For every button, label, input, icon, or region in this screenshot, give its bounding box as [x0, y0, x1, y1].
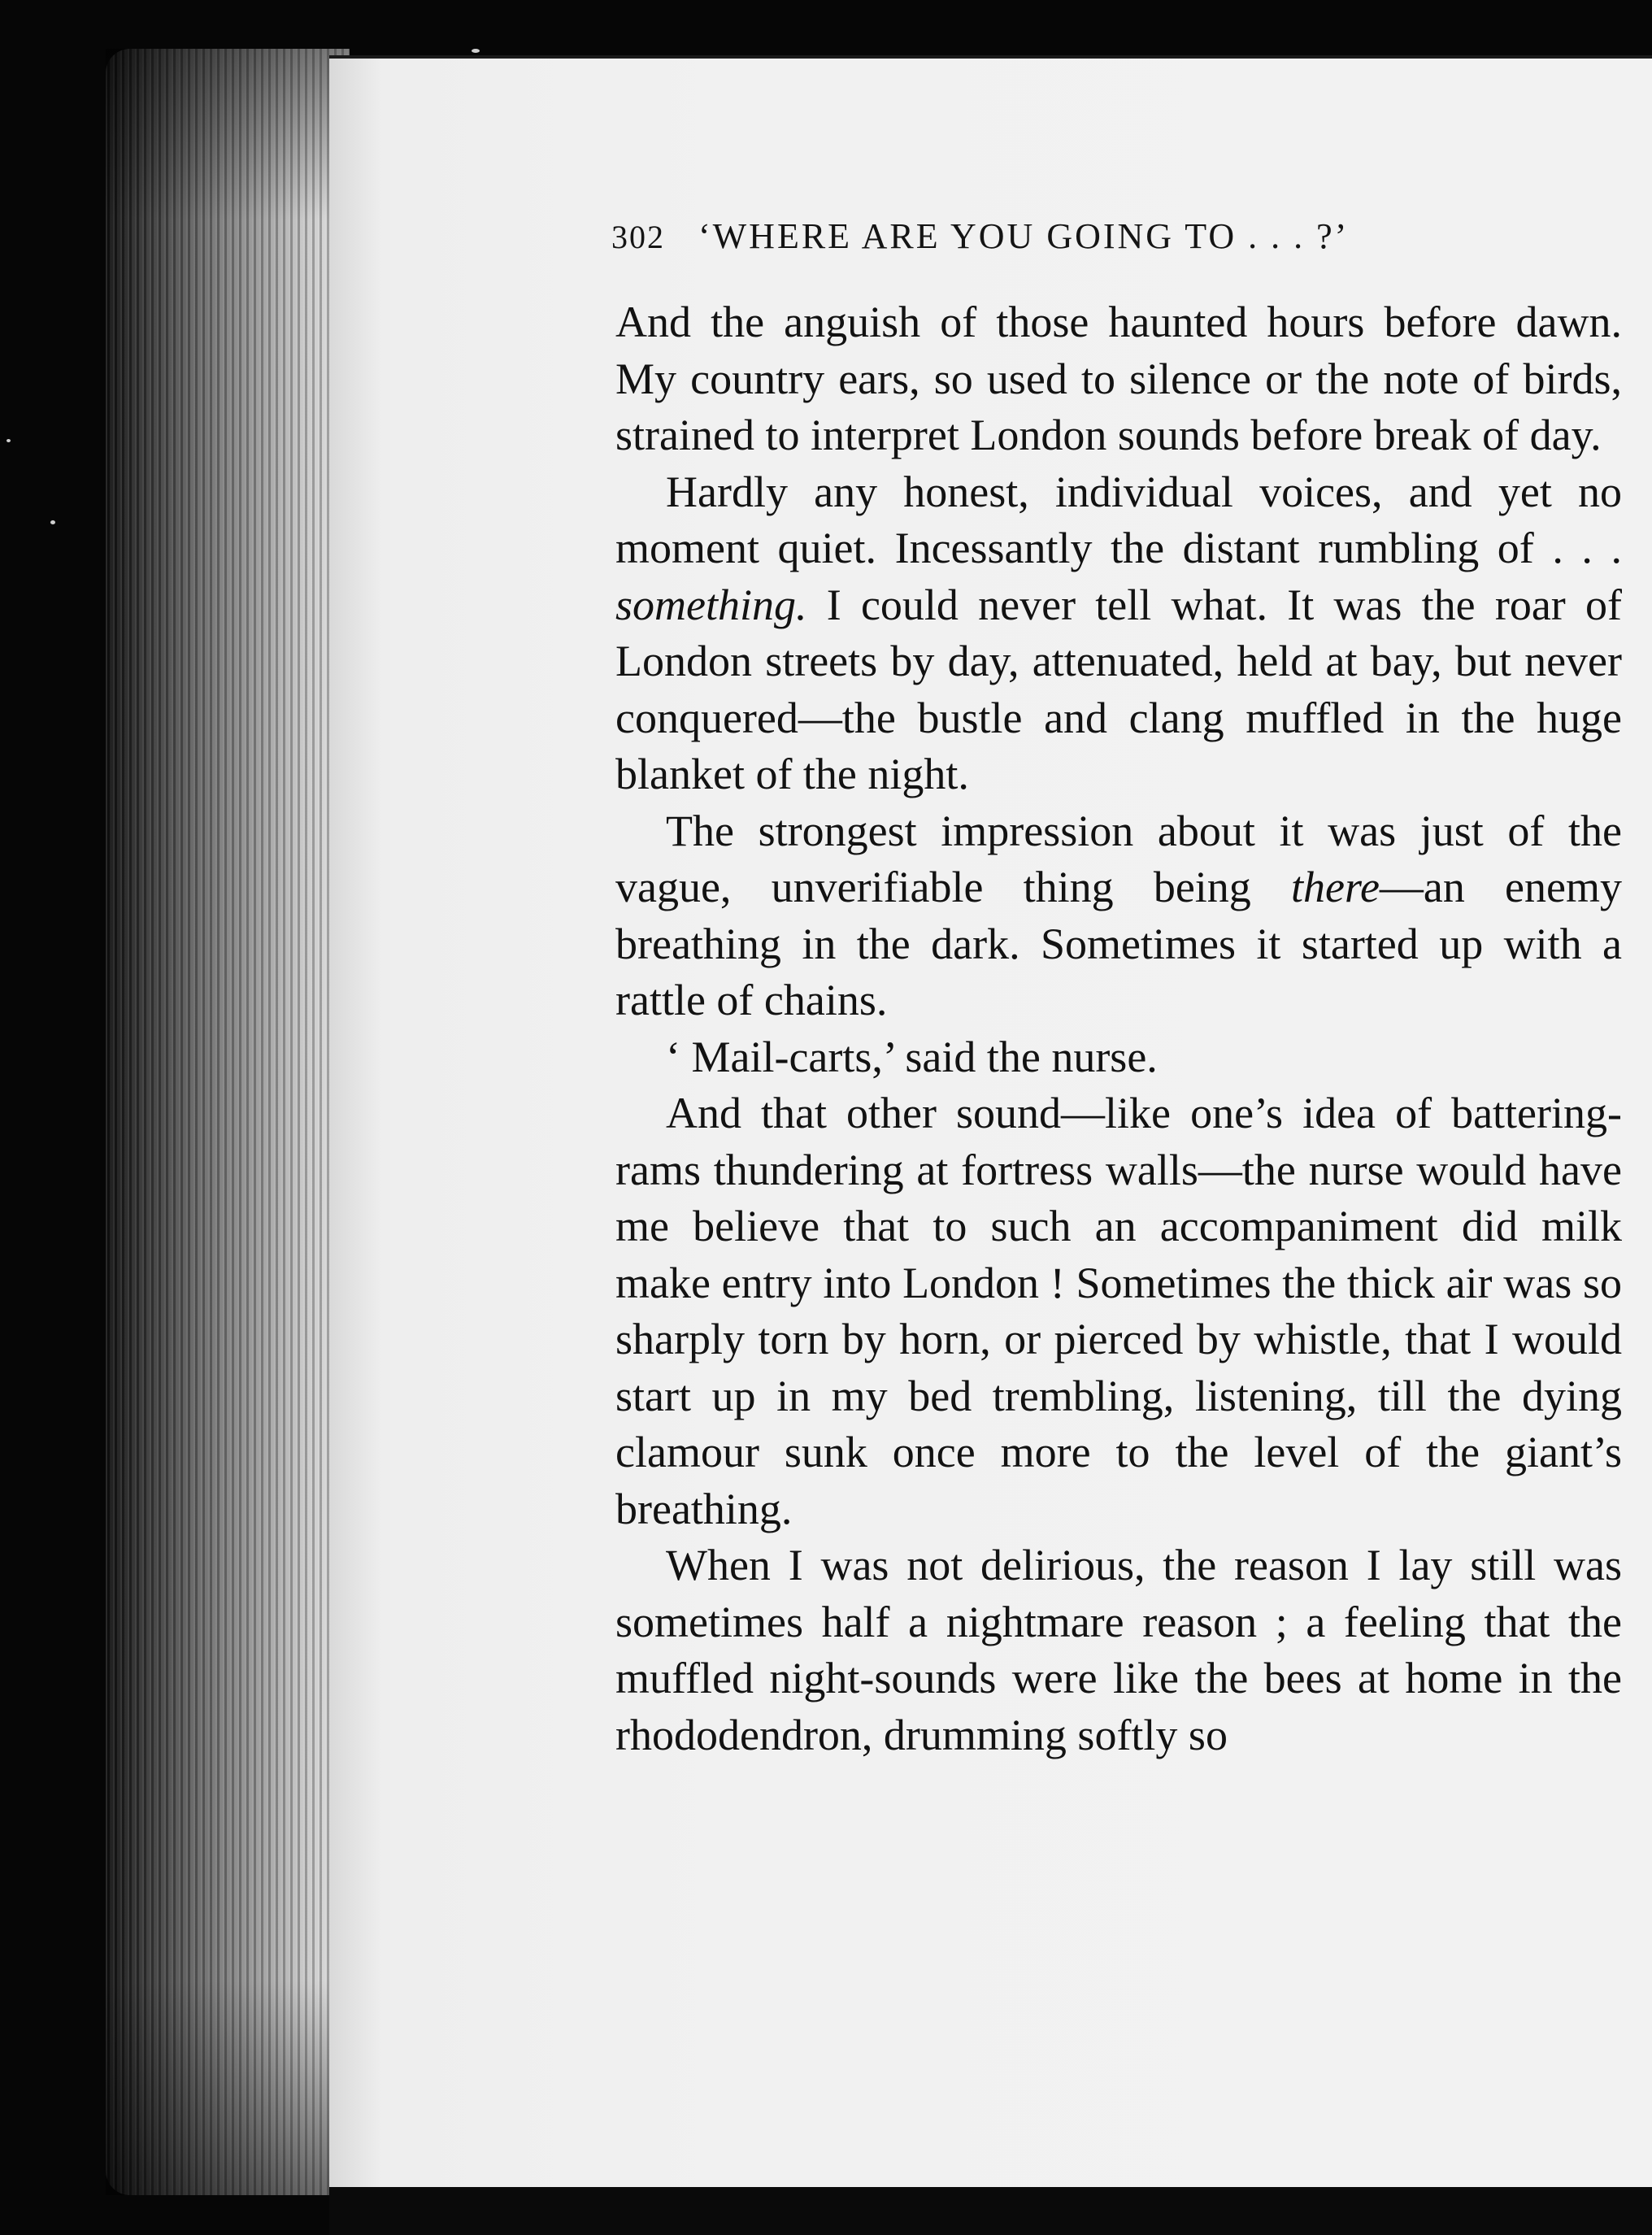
paragraph: [615, 294, 1622, 464]
paragraph-text: And that other sound—like one’s idea of battering-rams thundering at fortress walls—the nurse would have me believe that to such an accompaniment did milk make entry into London ! Sometimes the thick air was so sharply torn by horn, or pierced by whistle, that I would start up in my bed trembling, listening, till the dying clamour sunk once more to the level of the giant’s breathing.: [615, 1089, 1622, 1533]
italic-emphasis: there: [1290, 863, 1380, 911]
body-text: [615, 294, 1622, 1763]
paragraph-text: ‘ Mail-carts,’ said the nurse.: [666, 1032, 1158, 1081]
page-number: 302: [611, 219, 665, 255]
paragraph-text: —an enemy breathing in the dark. Sometimes it started up with a rattle of chains.: [615, 863, 1622, 1024]
page-bottom-shadow: [329, 2187, 1652, 2235]
paragraph: [615, 1085, 1622, 1537]
paragraph-text: The strongest impression about it was just of the vague, unverifiable thing being: [615, 806, 1622, 911]
dust-speck: [7, 439, 11, 442]
paragraph: [615, 1537, 1622, 1763]
paragraph-text: When I was not delirious, the reason I lay still was sometimes half a nightmare reason ; a feeling that the muffled night-sounds were like the bees at home in the rhododendron, drumming softly so: [615, 1541, 1622, 1759]
running-title: ‘WHERE ARE YOU GOING TO . . . ?’: [698, 216, 1350, 256]
paragraph-text: And the anguish of those haunted hours before dawn. My country ears, so used to silence or the note of birds, strained to interpret London sounds before break of day.: [615, 298, 1622, 459]
paragraph-text: Hardly any honest, individual voices, and yet no moment quiet. Incessantly the distant rumbling of . . .: [615, 467, 1622, 572]
paragraph: [615, 1029, 1622, 1086]
paragraph: [615, 464, 1622, 803]
paragraph-text: I could never tell what. It was the roar of London streets by day, attenuated, held at bay, but never conquered—the bustle and clang muffled in the huge blanket of the night.: [615, 580, 1622, 798]
running-header: [611, 215, 1349, 257]
paragraph: [615, 803, 1622, 1029]
dust-speck: [472, 49, 480, 53]
dust-speck: [50, 520, 55, 524]
book-page-edges: [106, 49, 350, 2195]
italic-emphasis: something.: [615, 580, 807, 629]
